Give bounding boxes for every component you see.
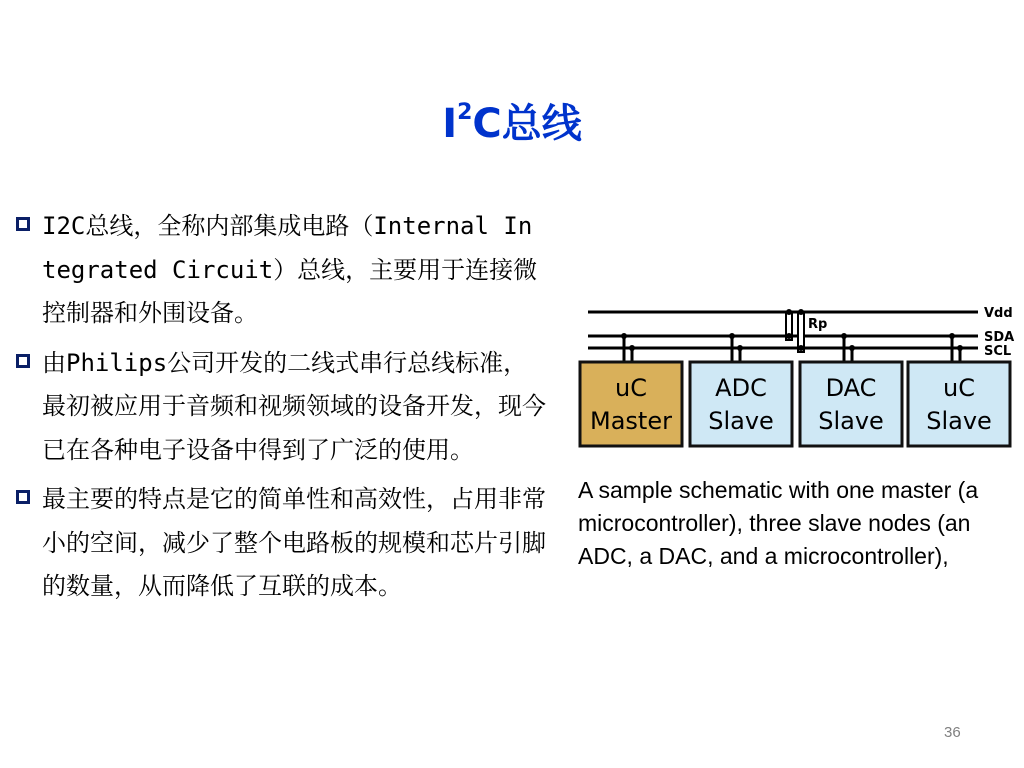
bullet-text: I2C总线，全称内部集成电路（Internal Integrated Circuit）总线，主要用于连接微控制器和外围设备。 [42, 212, 538, 327]
node-line2: Slave [926, 407, 992, 435]
node-line2: Slave [708, 407, 774, 435]
bullet-item [16, 342, 546, 473]
sda-label: SDA [984, 330, 1015, 345]
node-line1: ADC [715, 374, 767, 402]
square-bullet-icon [16, 354, 30, 368]
junction-dot [786, 309, 792, 315]
title-superscript: 2 [457, 100, 473, 125]
node-line1: DAC [825, 374, 877, 402]
bullet-item [16, 205, 546, 336]
junction-dot [786, 333, 792, 339]
junction-dot [798, 309, 804, 315]
bullet-text: 由Philips公司开发的二线式串行总线标准，最初被应用于音频和视频领域的设备开发，现今已在各种电子设备中得到了广泛的使用。 [42, 348, 546, 464]
node-line1: uC [615, 374, 647, 402]
rp-label: Rp [808, 317, 828, 332]
square-bullet-icon [16, 217, 30, 231]
vdd-label: Vdd [984, 306, 1013, 321]
node-uc-slave [908, 362, 1010, 446]
node-line1: uC [943, 374, 975, 402]
node-line2: Master [590, 407, 672, 435]
diagram-caption: A sample schematic with one master (a microcontroller), three slave nodes (an ADC, a DAC, and a microcontroller), [578, 477, 979, 569]
page-title [0, 96, 1024, 152]
i2c-schematic-diagram [574, 300, 1024, 455]
page-number: 36 [944, 724, 961, 741]
title-main: I [442, 101, 458, 147]
bullet-list [16, 205, 546, 615]
node-line2: Slave [818, 407, 884, 435]
node-dac-slave [800, 362, 902, 446]
junction-dot [798, 345, 804, 351]
scl-label: SCL [984, 344, 1012, 359]
title-rest: C总线 [472, 101, 582, 147]
square-bullet-icon [16, 490, 30, 504]
bullet-item [16, 478, 546, 609]
bullet-text: 最主要的特点是它的简单性和高效性，占用非常小的空间，减少了整个电路板的规模和芯片引脚的数量，从而降低了互联的成本。 [42, 485, 546, 600]
node-adc-slave [690, 362, 792, 446]
node-uc-master [580, 362, 682, 446]
